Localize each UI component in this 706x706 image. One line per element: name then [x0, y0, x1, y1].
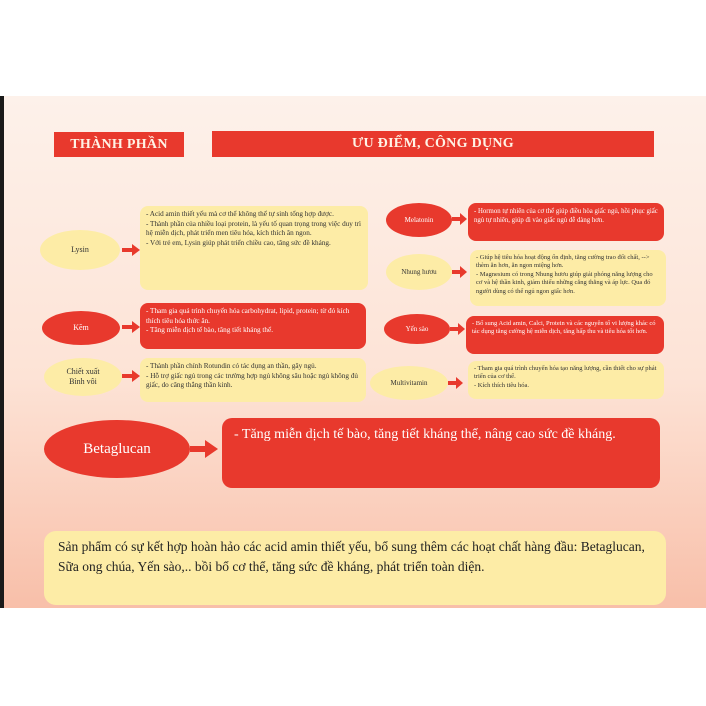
box-lysin-line: - Với trẻ em, Lysin giúp phát triển chiều cao, tăng sức đề kháng.: [146, 239, 331, 248]
box-melatonin-line: - Hormon tự nhiên của cơ thể giúp điều hòa giấc ngủ, hồi phục giấc ngủ tự nhiên, giúp đi vào giấc ngủ dễ dàng hơn.: [474, 208, 658, 225]
slide-left-border: [0, 96, 4, 608]
box-lysin-line: - Acid amin thiết yếu mà cơ thể không thể tự sinh tổng hợp được.: [146, 210, 334, 218]
oval-binh-voi: Chiết xuất Bình vôi: [44, 358, 122, 396]
arrow-right-icon: [122, 369, 140, 383]
box-lysin: [140, 206, 368, 290]
oval-betaglucan: Betaglucan: [44, 420, 190, 478]
box-betaglucan: - Tăng miễn dịch tế bào, tăng tiết kháng thể, nâng cao sức đề kháng.: [222, 418, 660, 488]
box-yen-sao: [466, 316, 664, 354]
summary-box: Sản phẩm có sự kết hợp hoàn hảo các acid amin thiết yếu, bổ sung thêm các hoạt chất hàng đầu: Betaglucan, Sữa ong chúa, Yến sào,.. bồi bổ cơ thể, tăng sức đề kháng, phát triển toàn diện.: [44, 531, 666, 605]
box-yen-sao-line: - Bổ sung Acid amin, Calci, Protein và các nguyên tố vi lượng khác có tác dụng tăng cường hệ miễn dịch, tăng hấp thu và tiêu hóa tốt hơn.: [472, 320, 656, 336]
header-benefits: ƯU ĐIỂM, CÔNG DỤNG: [212, 131, 654, 157]
oval-multivitamin: Multivitamin: [370, 366, 448, 400]
oval-yen-sao: Yến sào: [384, 314, 450, 344]
box-kem-line: - Tham gia quá trình chuyển hóa carbohydrat, lipid, protein; từ đó kích thích tiêu hóa thức ăn.: [146, 307, 350, 325]
arrow-right-icon: [448, 377, 463, 389]
header-ingredients: THÀNH PHẦN: [54, 132, 184, 157]
box-binh-voi-line: - Hỗ trợ giấc ngủ trong các trường hợp ngủ không sâu hoặc ngủ không đủ giấc, do căng thẳng thần kinh.: [146, 371, 358, 390]
oval-nhung-huou: Nhung hươu: [386, 254, 452, 290]
oval-lysin: Lysin: [40, 230, 120, 270]
arrow-right-icon: [452, 213, 467, 225]
box-multivitamin-line: - Tham gia quá trình chuyển hóa tạo năng lượng, cần thiết cho sự phát triển của cơ thể.: [474, 365, 657, 381]
arrow-right-icon: [122, 243, 140, 257]
box-nhung-huou-line: - Giúp hệ tiêu hóa hoạt động ổn định, tăng cường trao đổi chất, --> thèm ăn hơn, ăn ngon miệng hơn.: [476, 254, 650, 270]
box-kem-line: - Tăng miễn dịch tế bào, tăng tiết kháng thể.: [146, 326, 274, 335]
box-binh-voi: [140, 358, 366, 402]
oval-kem: Kẽm: [42, 311, 120, 345]
arrow-right-icon: [450, 323, 465, 335]
arrow-right-icon: [452, 266, 467, 278]
box-multivitamin-line: - Kích thích tiêu hóa.: [474, 381, 530, 389]
box-melatonin: [468, 203, 664, 241]
box-nhung-huou-line: - Magnesium có trong Nhung hươu giúp giải phóng năng lượng cho cơ và hệ thần kinh, giảm thiểu những căng thẳng và áp lực. Qua đó người dùng có thể ngủ ngon giấc hơn.: [476, 270, 653, 295]
oval-melatonin: Melatonin: [386, 203, 452, 237]
arrow-right-icon: [122, 320, 140, 334]
box-nhung-huou: [470, 250, 666, 306]
box-lysin-line: - Thành phần của nhiều loại protein, là yếu tố quan trọng trong việc duy trì hệ miễn dịch, phát triển men tiêu hóa, kích thích ăn ngon.: [146, 219, 362, 238]
box-multivitamin: [468, 361, 664, 399]
box-kem: [140, 303, 366, 349]
arrow-right-icon: [190, 440, 218, 458]
box-binh-voi-line: - Thành phần chính Rotundin có tác dụng an thần, gây ngủ.: [146, 362, 317, 370]
